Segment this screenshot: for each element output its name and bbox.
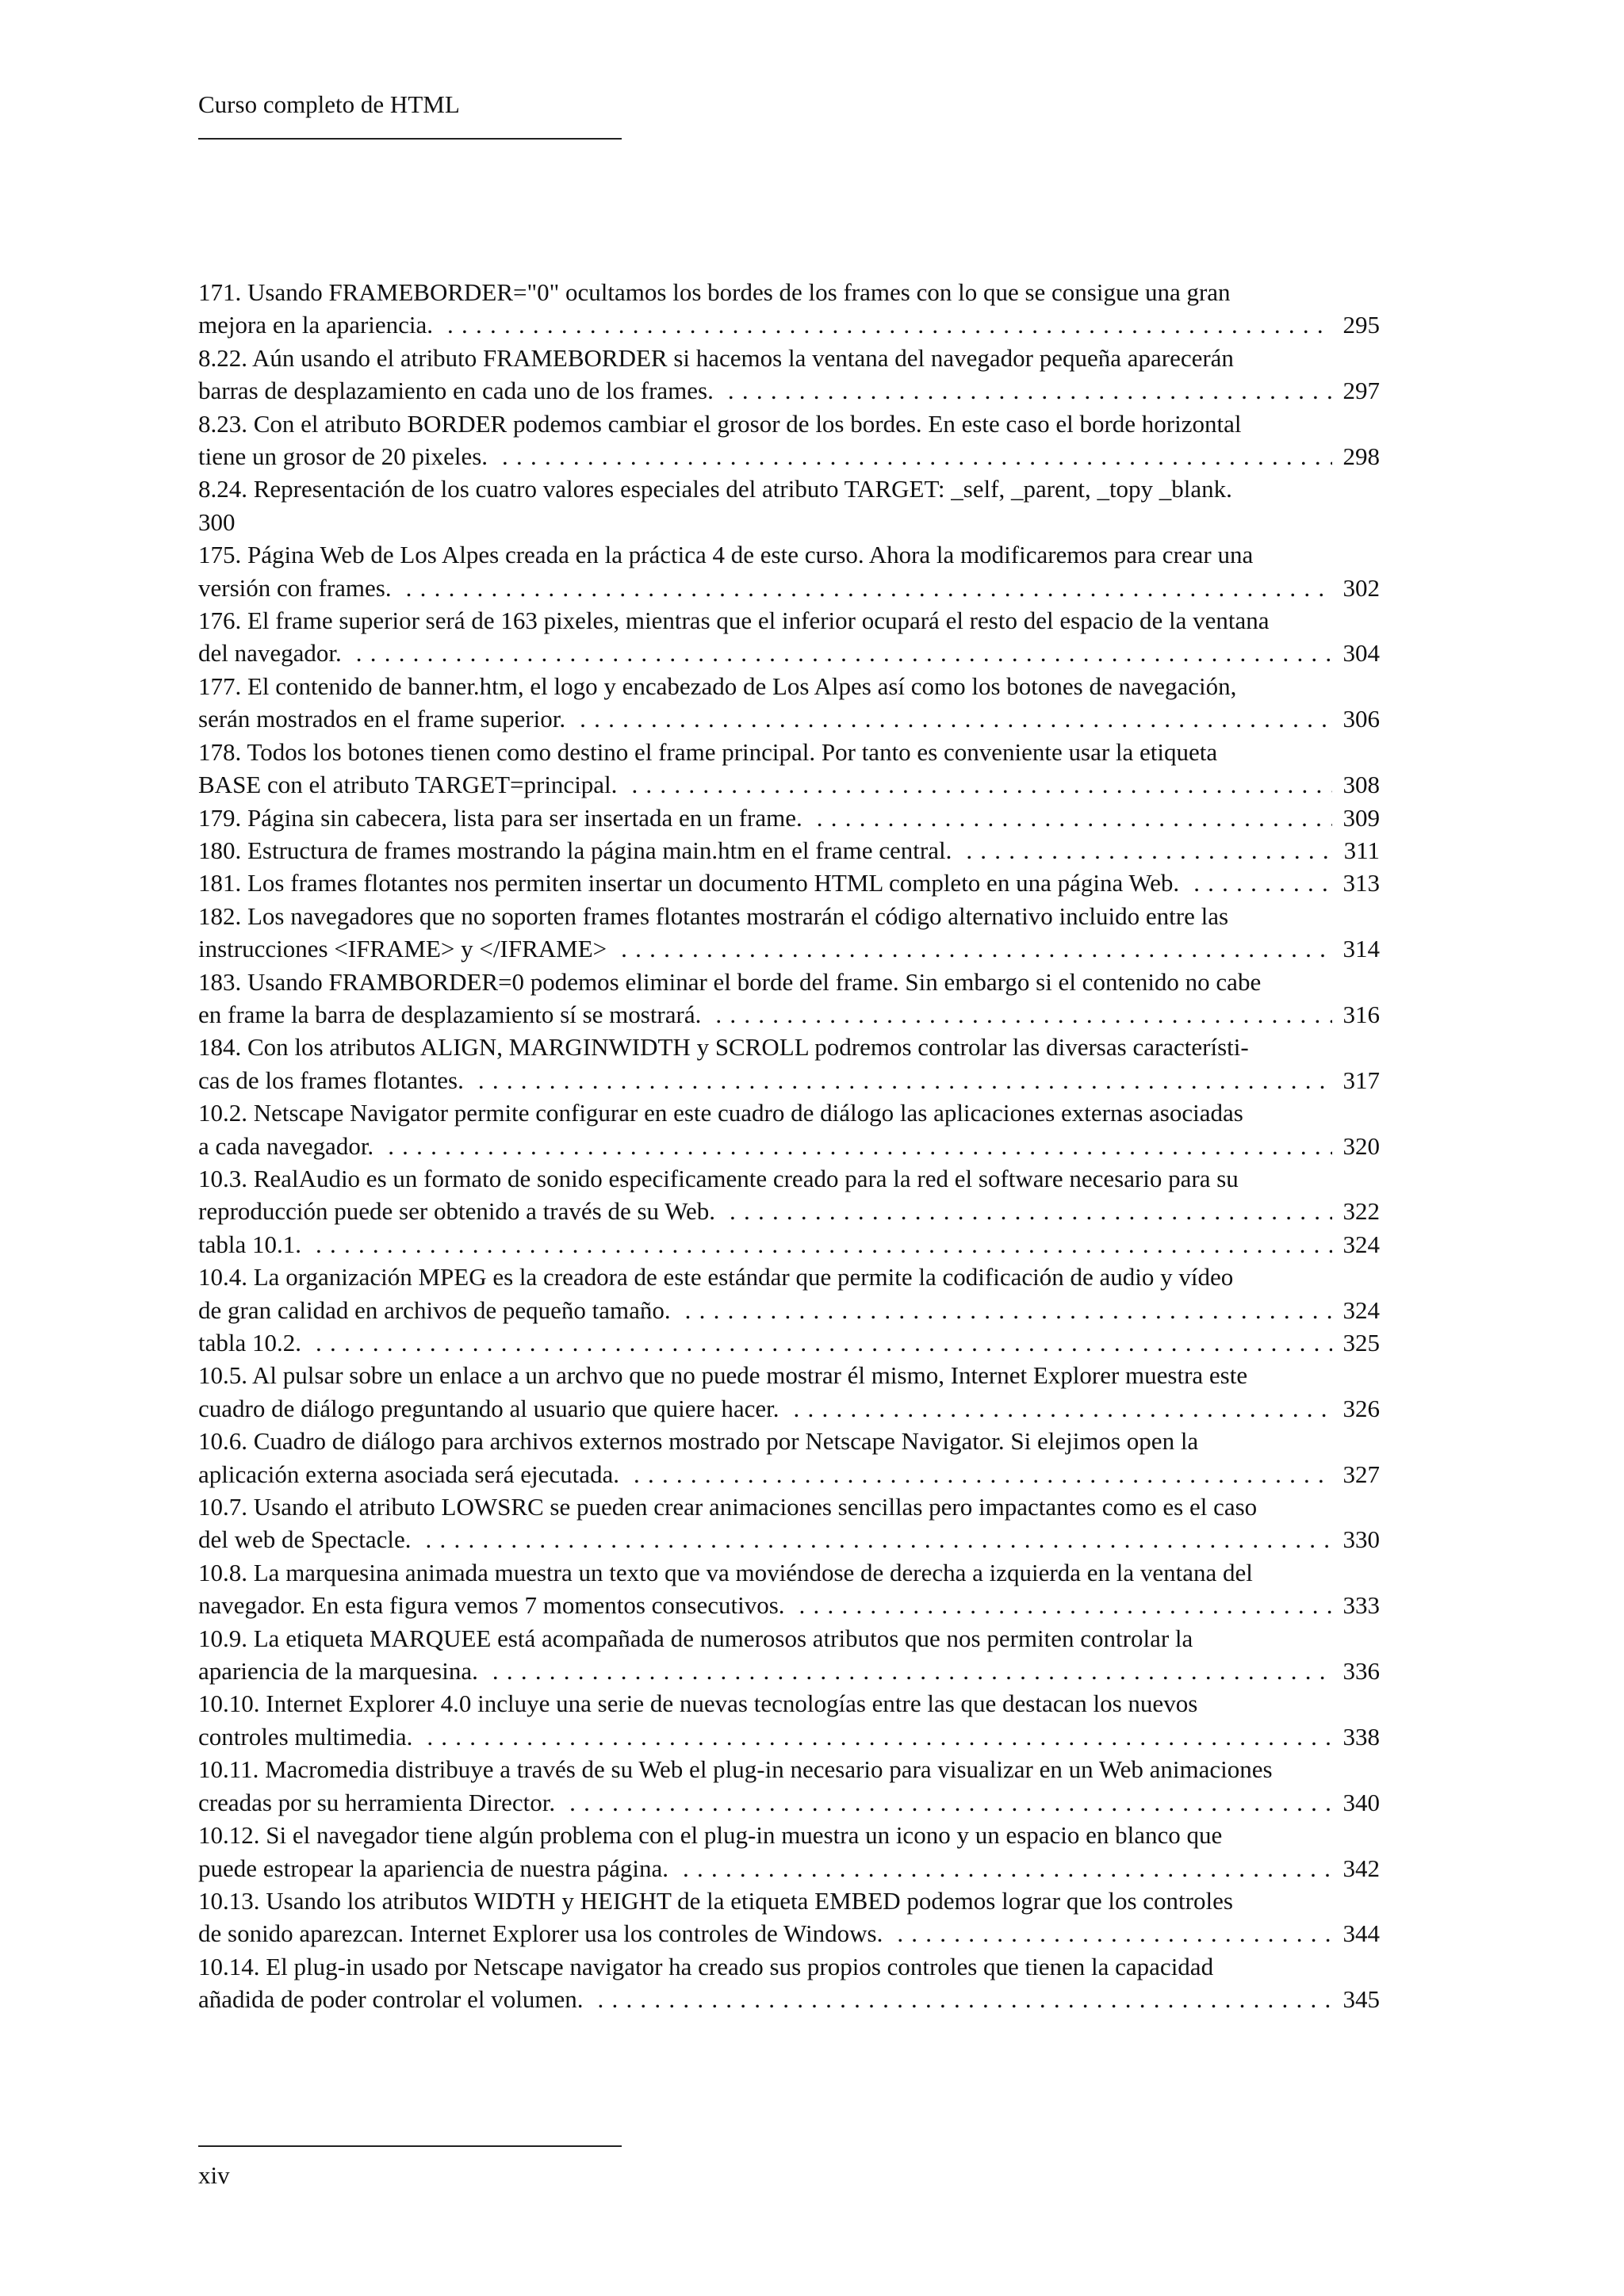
page-number: 298 (1342, 442, 1380, 471)
page-number: 304 (1342, 639, 1380, 668)
page-number: 297 (1342, 377, 1380, 405)
toc-entry (198, 1687, 1380, 1753)
dot-leader (966, 834, 1332, 867)
dot-leader (634, 1458, 1332, 1490)
entry-text-end: añadida de poder controlar el volumen. (198, 1985, 584, 2014)
page-number: 302 (1342, 573, 1380, 602)
entry-text-end: reproducción puede ser obtenido a través de su Web. (198, 1197, 716, 1226)
entry-text-end: aplicación externa asociada será ejecutada. (198, 1460, 619, 1488)
dot-leader (683, 1852, 1332, 1885)
page-number: 342 (1342, 1854, 1380, 1882)
entry-text: 10.7. Usando el atributo LOWSRC se pueden crear animaciones sencillas pero impactantes como es el caso (198, 1493, 1258, 1521)
dot-leader (569, 1786, 1331, 1819)
entry-text-end: 181. Los frames flotantes nos permiten insertar un documento HTML completo en una página Web. (198, 869, 1180, 897)
entry-text: 175. Página Web de Los Alpes creada en la práctica 4 de este curso. Ahora la modificaremos para crear una (198, 541, 1254, 569)
header-rule (198, 138, 622, 140)
entry-text-end: tabla 10.2. (198, 1329, 301, 1357)
toc-entry (198, 1556, 1380, 1622)
entry-text-end: a cada navegador. (198, 1131, 374, 1160)
page-number: 308 (1342, 771, 1380, 799)
dot-leader (580, 702, 1331, 735)
page-number: 336 (1342, 1657, 1380, 1686)
page-number: 316 (1342, 1000, 1380, 1028)
dot-leader (316, 1228, 1332, 1261)
entry-text: 10.5. Al pulsar sobre un enlace a un archvo que no puede mostrar él mismo, Internet Explorer muestra este (198, 1361, 1248, 1390)
toc-entry (198, 1096, 1380, 1162)
page-number: 344 (1342, 1919, 1380, 1948)
toc-entry (198, 1950, 1380, 2016)
page-number: 313 (1342, 869, 1380, 897)
toc-entry (198, 670, 1380, 736)
entry-text: 10.4. La organización MPEG es la creadora de este estándar que permite la codificación de audio y vídeo (198, 1263, 1234, 1292)
entry-text: 10.3. RealAudio es un formato de sonido especificamente creado para la red el software necesario para su (198, 1164, 1239, 1192)
entry-text-end: barras de desplazamiento en cada uno de los frames. (198, 377, 714, 405)
entry-text: 183. Usando FRAMBORDER=0 podemos eliminar el borde del frame. Sin embargo si el contenido no cabe (198, 967, 1262, 996)
entry-text-end: controles multimedia. (198, 1722, 413, 1751)
toc-entry (198, 604, 1380, 670)
entry-text: 10.6. Cuadro de diálogo para archivos externos mostrado por Netscape Navigator. Si elejimos open la (198, 1427, 1199, 1456)
page-number: 330 (1342, 1525, 1380, 1554)
page-number: 306 (1342, 705, 1380, 733)
dot-leader (406, 572, 1332, 604)
entry-text: 178. Todos los botones tienen como destino el frame principal. Por tanto es conveniente usar la etiqueta (198, 737, 1218, 766)
dot-leader (447, 308, 1331, 341)
page-number: 324 (1342, 1295, 1380, 1324)
toc-entry (198, 1819, 1380, 1885)
toc-entry (198, 1359, 1380, 1425)
dot-leader (478, 1064, 1332, 1096)
dot-leader (356, 637, 1332, 669)
entry-text-end: puede estropear la apariencia de nuestra página. (198, 1854, 668, 1882)
page-folio: xiv (198, 2161, 230, 2189)
dot-leader (388, 1130, 1331, 1162)
entry-text: 8.22. Aún usando el atributo FRAMEBORDER si hacemos la ventana del navegador pequeña aparecerán (198, 343, 1234, 372)
dot-leader (427, 1720, 1331, 1753)
page-number: 309 (1342, 803, 1380, 832)
toc-entry (198, 736, 1380, 802)
toc-entry (198, 867, 1380, 899)
dot-leader (897, 1917, 1331, 1950)
page-number: 340 (1342, 1788, 1380, 1816)
entry-text: 177. El contenido de banner.htm, el logo y encabezado de Los Alpes así como los botones de navegación, (198, 672, 1237, 700)
page-number: 317 (1342, 1066, 1380, 1094)
entry-text-end: en frame la barra de desplazamiento sí se mostrará. (198, 1000, 702, 1028)
entry-text-end: BASE con el atributo TARGET=principal. (198, 771, 618, 799)
toc-entry (198, 1326, 1380, 1359)
toc-entry (198, 276, 1380, 342)
dot-leader (685, 1294, 1332, 1326)
dot-leader (631, 768, 1331, 801)
toc-entry (198, 966, 1380, 1031)
entry-text-end: creadas por su herramienta Director. (198, 1788, 556, 1816)
page-number: 320 (1342, 1131, 1380, 1160)
entry-text-end: de gran calidad en archivos de pequeño tamaño. (198, 1295, 671, 1324)
entry-text-end: del navegador. (198, 639, 342, 668)
entry-text-end: mejora en la apariencia. (198, 311, 434, 339)
toc-entry (198, 1753, 1380, 1819)
page-number: 325 (1342, 1329, 1380, 1357)
toc-entry (198, 1261, 1380, 1326)
page-number: 322 (1342, 1197, 1380, 1226)
dot-leader (597, 1983, 1331, 2015)
entry-text: 184. Con los atributos ALIGN, MARGINWIDTH y SCROLL podremos controlar las diversas característi- (198, 1033, 1249, 1062)
dot-leader (621, 932, 1331, 965)
toc-entry (198, 802, 1380, 834)
entry-text: 182. Los navegadores que no soporten frames flotantes mostrarán el código alternativo incluido entre las (198, 901, 1229, 930)
entry-text: 8.23. Con el atributo BORDER podemos cambiar el grosor de los bordes. En este caso el borde horizontal (198, 409, 1242, 438)
entry-text: 10.9. La etiqueta MARQUEE está acompañada de numerosos atributos que nos permiten controlar la (198, 1624, 1193, 1652)
entry-text-end: 180. Estructura de frames mostrando la página main.htm en el frame central. (198, 836, 952, 864)
running-header: Curso completo de HTML (198, 90, 460, 118)
page-number: 324 (1342, 1230, 1380, 1258)
page-number: 327 (1342, 1460, 1380, 1488)
page-number: 333 (1342, 1591, 1380, 1620)
entry-text-end: apariencia de la marquesina. (198, 1657, 478, 1686)
page-number: 345 (1342, 1985, 1380, 2014)
toc-entry (198, 408, 1380, 473)
entry-text-end: del web de Spectacle. (198, 1525, 412, 1554)
entry-text: 8.24. Representación de los cuatro valores especiales del atributo TARGET: _self, _parent, _topy _blank. (198, 475, 1232, 503)
entry-text: 10.13. Usando los atributos WIDTH y HEIGHT de la etiqueta EMBED podemos lograr que los controles (198, 1886, 1233, 1915)
page-number: 311 (1343, 836, 1380, 864)
dot-leader (730, 1195, 1331, 1227)
page-number: 295 (1342, 311, 1380, 339)
entry-text: 176. El frame superior será de 163 pixeles, mientras que el inferior ocupará el resto del espacio de la ventana (198, 607, 1270, 635)
entry-text-end: de sonido aparezcan. Internet Explorer usa los controles de Windows. (198, 1919, 883, 1948)
entry-text-end: serán mostrados en el frame superior. (198, 705, 566, 733)
entry-text: 171. Usando FRAMEBORDER="0" ocultamos los bordes de los frames con lo que se consigue una gran (198, 278, 1231, 306)
toc-entry (198, 1228, 1380, 1261)
entry-text-end: tiene un grosor de 20 pixeles. (198, 442, 488, 471)
entry-text: 10.2. Netscape Navigator permite configurar en este cuadro de diálogo las aplicaciones externas asociadas (198, 1099, 1243, 1127)
toc-entry (198, 1162, 1380, 1228)
page-number: 314 (1342, 935, 1380, 963)
entry-text-end: cas de los frames flotantes. (198, 1066, 464, 1094)
entry-text: 10.14. El plug-in usado por Netscape navigator ha creado sus propios controles que tienen la capacidad (198, 1952, 1214, 1980)
entry-text: 10.10. Internet Explorer 4.0 incluye una serie de nuevas tecnologías entre las que destacan los nuevos (198, 1689, 1198, 1718)
dot-leader (799, 1589, 1332, 1621)
dot-leader (794, 1392, 1332, 1425)
page-number: 300 (198, 507, 236, 536)
dot-leader (502, 440, 1331, 473)
dot-leader (426, 1523, 1332, 1556)
toc-entry (198, 473, 1380, 538)
entry-text-end: tabla 10.1. (198, 1230, 301, 1258)
toc-entry (198, 1885, 1380, 1950)
entry-text-end: cuadro de diálogo preguntando al usuario que quiere hacer. (198, 1394, 779, 1422)
toc-entry (198, 1490, 1380, 1556)
entry-text-end: versión con frames. (198, 573, 392, 602)
toc-entry (198, 1425, 1380, 1490)
dot-leader (316, 1326, 1332, 1359)
toc-entry (198, 1622, 1380, 1688)
page-number: 326 (1342, 1394, 1380, 1422)
toc-entry (198, 834, 1380, 867)
toc-entry (198, 342, 1380, 408)
page-number: 338 (1342, 1722, 1380, 1751)
entry-text: 10.8. La marquesina animada muestra un texto que va moviéndose de derecha a izquierda en la ventana del (198, 1558, 1253, 1586)
dot-leader (728, 374, 1332, 407)
footer-rule (198, 2145, 622, 2147)
entry-text: 10.11. Macromedia distribuye a través de su Web el plug-in necesario para visualizar en un Web animaciones (198, 1755, 1273, 1784)
entry-text: 10.12. Si el navegador tiene algún problema con el plug-in muestra un icono y un espacio en blanco que (198, 1821, 1223, 1850)
dot-leader (492, 1655, 1332, 1687)
dot-leader (817, 802, 1332, 834)
toc-entry (198, 538, 1380, 604)
entry-text-end: 179. Página sin cabecera, lista para ser insertada en un frame. (198, 803, 802, 832)
list-of-figures (198, 276, 1380, 2016)
toc-entry (198, 900, 1380, 966)
toc-entry (198, 1031, 1380, 1096)
entry-text-end: navegador. En esta figura vemos 7 momentos consecutivos. (198, 1591, 785, 1620)
dot-leader (1193, 867, 1331, 899)
dot-leader (715, 998, 1331, 1031)
entry-text-end: instrucciones <IFRAME> y </IFRAME> (198, 935, 607, 963)
